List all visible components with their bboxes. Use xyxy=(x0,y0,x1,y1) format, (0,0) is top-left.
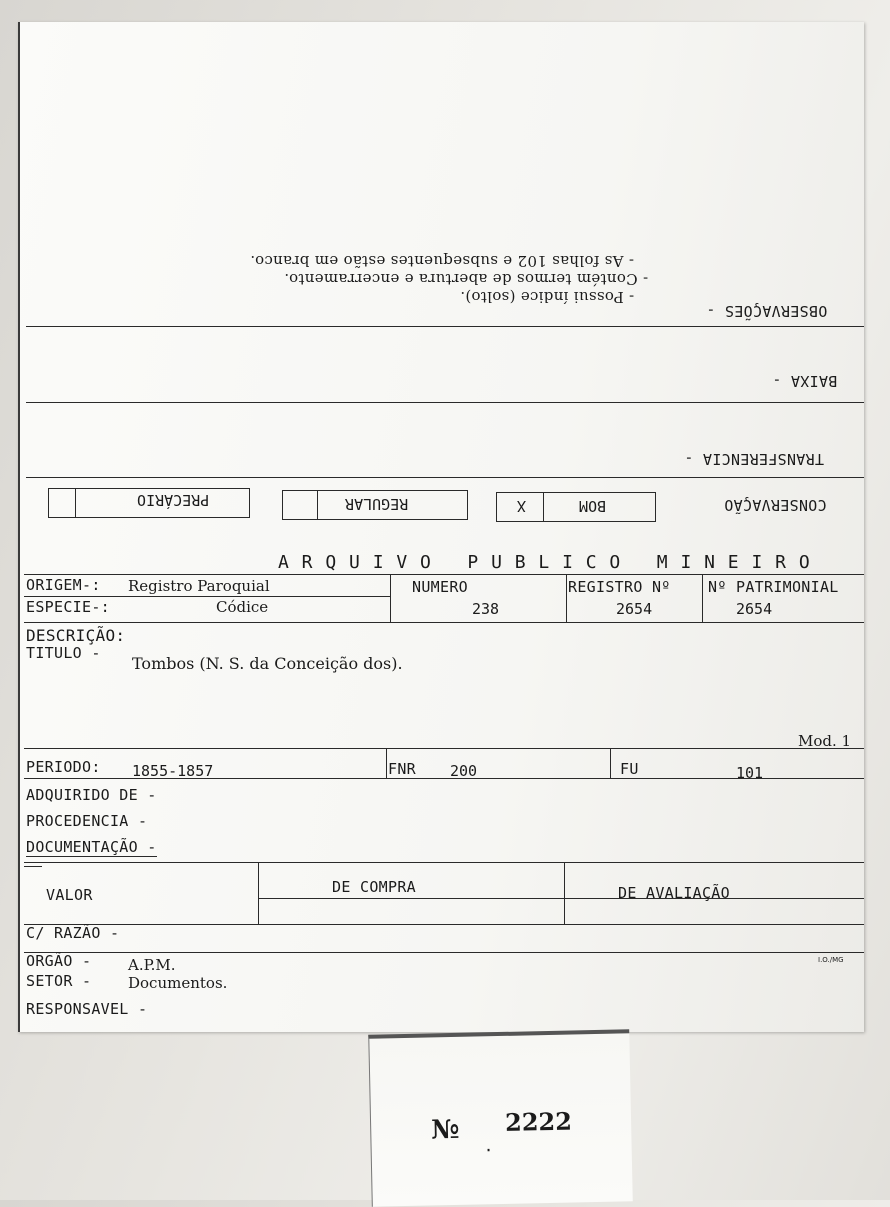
origem-label: ORIGEM-: xyxy=(26,576,101,594)
setor-value: Documentos. xyxy=(128,974,228,992)
descricao-label: DESCRIÇÃO: xyxy=(26,626,126,645)
observacoes-label: OBSERVAÇÕES - xyxy=(706,302,828,320)
procedencia-label: PROCEDENCIA - xyxy=(26,812,148,830)
de-compra-label: DE COMPRA xyxy=(332,878,416,896)
periodo-value: 1855-1857 xyxy=(132,762,214,780)
fu-label: FU xyxy=(620,760,639,778)
documentacao-label: DOCUMENTAÇÃO - xyxy=(26,838,157,856)
razao-label: C/ RAZÃO - xyxy=(26,924,120,942)
titulo-label: TITULO - xyxy=(26,644,101,662)
observacao-item-3: - As folhas 102 e subsequentes estão em branco. xyxy=(250,252,634,270)
registro-label: REGISTRO Nº xyxy=(568,578,671,596)
conservacao-regular-label: REGULAR xyxy=(345,495,409,513)
printer-mark: I.O./MG xyxy=(818,956,844,964)
tag-number: 2222 xyxy=(504,1106,573,1137)
conservacao-bom-mark: X xyxy=(517,497,527,515)
divider-baixa xyxy=(26,402,864,403)
observacao-item-2: - Contém termos de abertura e encerramento. xyxy=(284,270,649,288)
especie-label: ESPECIE-: xyxy=(26,598,110,616)
conservacao-bom-label: BOM xyxy=(579,497,607,515)
patrimonial-value: 2654 xyxy=(736,600,773,618)
divider-transferencia xyxy=(26,477,864,478)
observacao-item-1: - Possui índice (solto). xyxy=(460,288,635,306)
adquirido-label: ADQUIRIDO DE - xyxy=(26,786,157,804)
fnr-label: FNR xyxy=(388,760,416,778)
conservacao-precario-label: PRECÁRIO xyxy=(137,491,210,509)
baixa-label: BAIXA - xyxy=(772,372,838,390)
numero-value: 238 xyxy=(472,600,500,618)
periodo-label: PERIODO: xyxy=(26,758,101,776)
especie-value: Códice xyxy=(216,598,269,616)
origem-value: Registro Paroquial xyxy=(128,577,270,595)
model-number: Mod. 1 xyxy=(798,732,852,750)
catalog-card xyxy=(18,22,864,1032)
registro-value: 2654 xyxy=(616,600,653,618)
fnr-value: 200 xyxy=(450,762,478,780)
fu-value: 101 xyxy=(736,764,764,782)
numero-label: NUMERO xyxy=(412,578,468,596)
number-symbol: № xyxy=(430,1114,460,1146)
responsavel-label: RESPONSAVEL - xyxy=(26,1000,148,1018)
patrimonial-label: Nº PATRIMONIAL xyxy=(708,578,839,596)
conservacao-regular-box xyxy=(282,490,468,520)
valor-label: VALOR xyxy=(46,886,93,904)
orgao-label: ORGÃO - xyxy=(26,952,92,970)
conservacao-label: CONSERVAÇÃO xyxy=(724,496,827,514)
number-tag: № . 2222 xyxy=(368,1029,633,1206)
archive-header: A R Q U I V O P U B L I C O M I N E I R O xyxy=(278,552,811,573)
conservacao-precario-box xyxy=(48,488,250,518)
titulo-value: Tombos (N. S. da Conceição dos). xyxy=(132,654,403,673)
divider-observacoes xyxy=(26,326,864,327)
conservacao-bom-box xyxy=(496,492,656,522)
de-avaliacao-label: DE AVALIAÇÃO xyxy=(618,884,730,902)
setor-label: SETOR - xyxy=(26,972,92,990)
transferencia-label: TRANSFERENCIA - xyxy=(684,450,824,468)
orgao-value: A.P.M. xyxy=(128,956,176,974)
